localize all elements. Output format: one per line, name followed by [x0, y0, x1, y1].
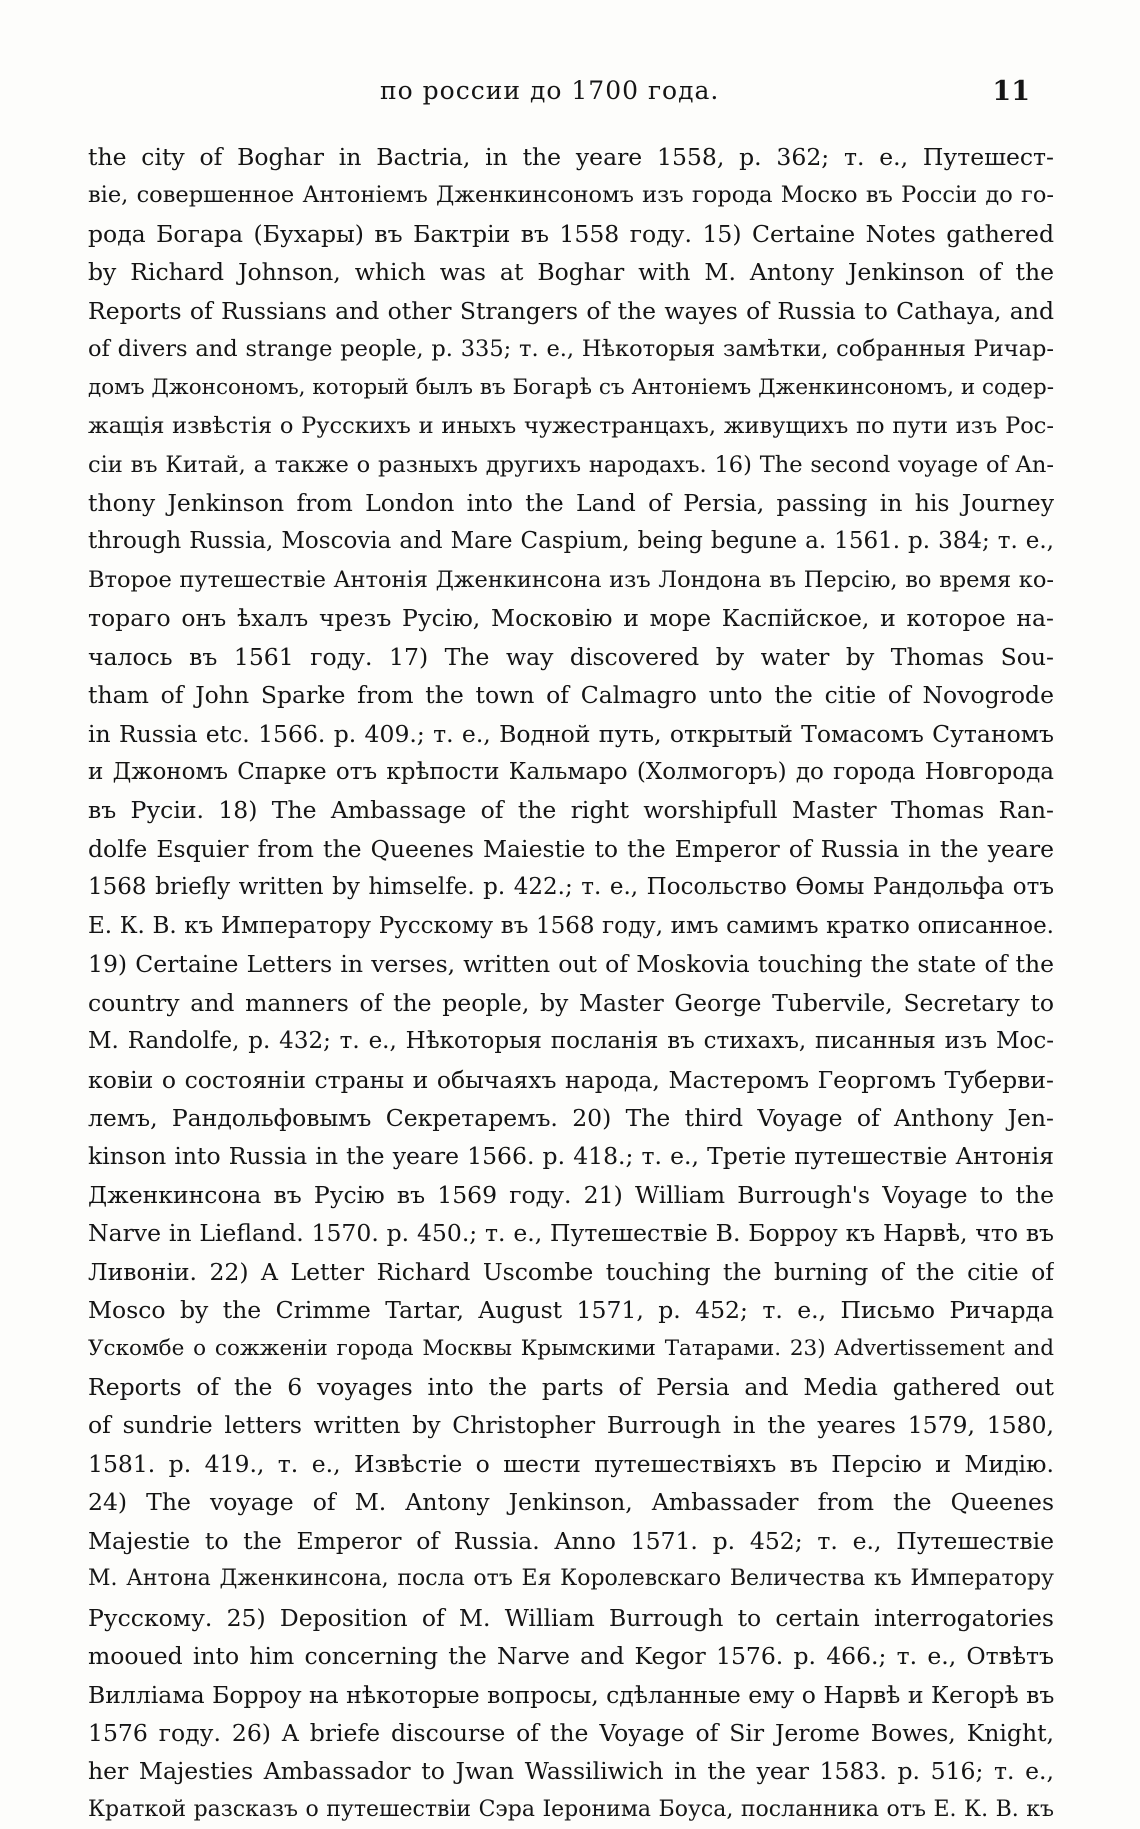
- page-number: 11: [992, 76, 1030, 107]
- page-header: [0, 76, 1140, 126]
- text-line: Вилліама Борроу на нѣкоторые вопросы, сдѣланные ему о Нарвѣ и Кегорѣ въ: [88, 1680, 1054, 1709]
- text-line: by Richard Johnson, which was at Boghar with M. Antony Jenkinson of the: [88, 258, 1054, 287]
- text-line: М. Антона Дженкинсона, посла отъ Ея Королевскаго Величества къ Императору: [88, 1566, 1054, 1592]
- running-title: по россии до 1700 года.: [380, 76, 720, 105]
- text-line: Narve in Liefland. 1570. p. 450.; т. е., Путешествіе В. Борроу къ Нарвѣ, что въ: [88, 1219, 1054, 1248]
- text-line: 1568 briefly written by himselfe. p. 422.; т. е., Посольство Ѳомы Рандольфа отъ: [88, 874, 1054, 901]
- text-line: лемъ, Рандольфовымъ Секретаремъ. 20) The third Voyage of Anthony Jen-: [88, 1103, 1054, 1132]
- text-line: ковіи о состояніи страны и обычаяхъ народа, Мастеромъ Георгомъ Туберви-: [88, 1065, 1054, 1094]
- text-line: of sundrie letters written by Christopher Burrough in the yeares 1579, 1580,: [88, 1411, 1054, 1440]
- text-line: въ Русіи. 18) The Ambassage of the right worshipfull Master Thomas Ran-: [88, 796, 1054, 825]
- text-line: in Russia etc. 1566. p. 409.; т. е., Водной путь, открытый Томасомъ Сутаномъ: [88, 719, 1054, 748]
- text-line: Mosco by the Crimme Tartar, August 1571, p. 452; т. е., Письмо Ричарда: [88, 1296, 1054, 1325]
- text-line: her Majesties Ambassador to Jwan Wassiliwich in the year 1583. p. 516; т. е.,: [88, 1757, 1054, 1786]
- text-line: country and manners of the people, by Master George Tubervile, Secretary to: [88, 988, 1054, 1017]
- text-line: и Джономъ Спарке отъ крѣпости Кальмаро (Холмогоръ) до города Новгорода: [88, 759, 1054, 785]
- text-line: dolfe Esquier from the Queenes Maiestie to the Emperor of Russia in the yeare: [88, 834, 1054, 863]
- text-line: 1581. p. 419., т. е., Извѣстіе о шести путешествіяхъ въ Персію и Мидію.: [88, 1449, 1054, 1478]
- text-line: kinson into Russia in the yeare 1566. p. 418.; т. е., Третіе путешествіе Антонія: [88, 1142, 1054, 1171]
- text-line: Reports of Russians and other Strangers of the wayes of Russia to Cathaya, and: [88, 296, 1054, 325]
- text-line: the city of Boghar in Bactria, in the yeare 1558, p. 362; т. е., Путешест-: [88, 143, 1054, 171]
- text-line: thony Jenkinson from London into the Land of Persia, passing in his Journey: [88, 488, 1054, 517]
- text-line: 19) Certaine Letters in verses, written out of Moskovia touching the state of the: [88, 950, 1054, 979]
- text-line: чалось въ 1561 году. 17) The way discovered by water by Thomas Sou-: [88, 642, 1054, 671]
- text-line: Дженкинсона въ Русію въ 1569 году. 21) William Burrough's Voyage to the: [88, 1180, 1054, 1209]
- text-line: сіи въ Китай, а также о разныхъ другихъ народахъ. 16) The second voyage of An-: [88, 451, 1054, 478]
- text-line: M. Randolfe, p. 432; т. е., Нѣкоторыя посланія въ стихахъ, писанныя изъ Мос-: [88, 1028, 1054, 1055]
- text-line: тораго онъ ѣхалъ чрезъ Русію, Московію и море Каспійское, и которое на-: [88, 604, 1054, 633]
- text-line: Второе путешествіе Антонія Дженкинсона изъ Лондона въ Персію, во время ко-: [88, 566, 1054, 593]
- text-line: Majestie to the Emperor of Russia. Anno 1571. p. 452; т. е., Путешествіе: [88, 1526, 1054, 1555]
- text-line: рода Богара (Бухары) въ Бактріи въ 1558 году. 15) Certaine Notes gathered: [88, 219, 1054, 248]
- text-line: Е. К. В. къ Императору Русскому въ 1568 году, имъ самимъ кратко описанное.: [88, 912, 1054, 939]
- text-line: mooued into him concerning the Narve and Kegor 1576. p. 466.; т. е., Отвѣтъ: [88, 1642, 1054, 1671]
- text-line: of divers and strange people, p. 335; т. е., Нѣкоторыя замѣтки, собранныя Ричар-: [88, 336, 1054, 363]
- text-line: Русскому. 25) Deposition of M. William Burrough to certain interrogatories: [88, 1603, 1054, 1632]
- text-line: 1576 году. 26) A briefe discourse of the Voyage of Sir Jerome Bowes, Knight,: [88, 1718, 1054, 1747]
- text-line: Ускомбе о сожженіи города Москвы Крымскими Татарами. 23) Advertissement and: [88, 1335, 1054, 1361]
- text-line: tham of John Sparke from the town of Calmagro unto the citie of Novogrode: [88, 681, 1054, 710]
- text-line: жащія извѣстія о Русскихъ и иныхъ чужестранцахъ, живущихъ по пути изъ Рос-: [88, 413, 1054, 440]
- text-line: through Russia, Moscovia and Mare Caspium, being begune a. 1561. p. 384; т. е.,: [88, 528, 1054, 555]
- text-line: віе, совершенное Антоніемъ Дженкинсономъ изъ города Моско въ Россіи до го-: [88, 182, 1054, 209]
- body-text: [88, 138, 1054, 1829]
- text-line: домъ Джонсономъ, который былъ въ Богарѣ съ Антоніемъ Дженкинсономъ, и содер-: [88, 374, 1054, 400]
- text-line: Ливоніи. 22) A Letter Richard Uscombe touching the burning of the citie of: [88, 1257, 1054, 1286]
- text-line: Краткой разсказъ о путешествіи Сэра Іеронима Боуса, посланника отъ Е. К. В. къ: [88, 1796, 1054, 1822]
- text-line: 24) The voyage of M. Antony Jenkinson, Ambassader from the Queenes: [88, 1488, 1054, 1517]
- text-line: Reports of the 6 voyages into the parts of Persia and Media gathered out: [88, 1373, 1054, 1401]
